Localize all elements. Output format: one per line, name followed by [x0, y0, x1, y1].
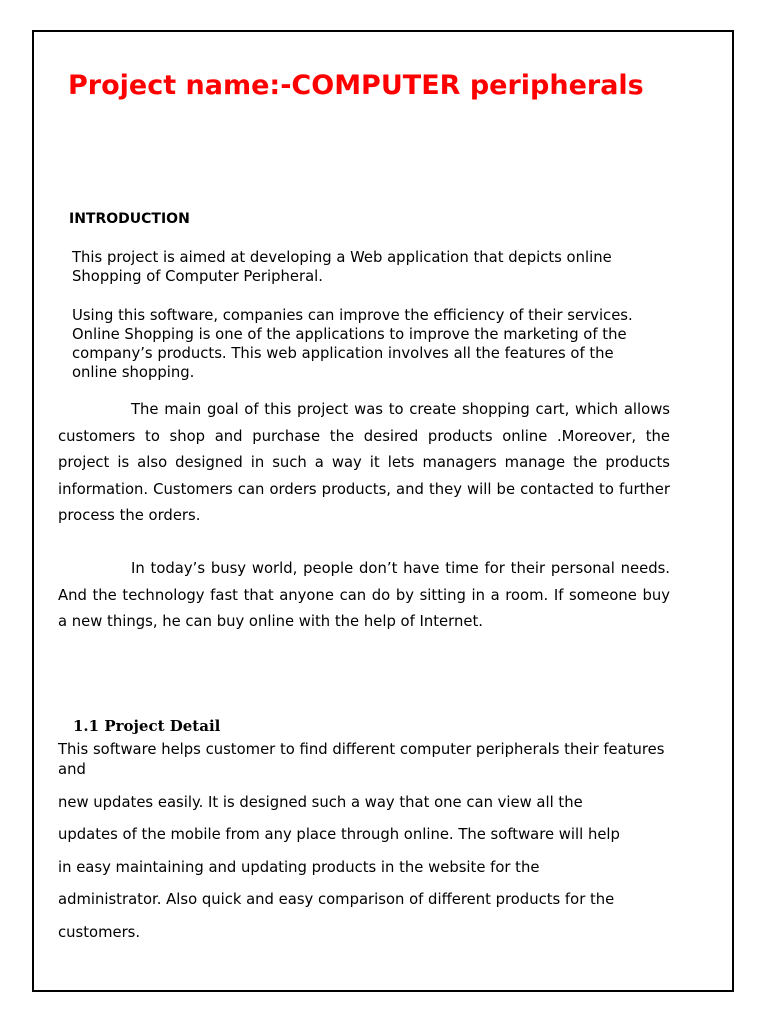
- introduction-heading: INTRODUCTION: [69, 211, 190, 227]
- project-detail-line-4: updates of the mobile from any place through online. The software will help: [58, 826, 620, 843]
- intro-paragraph-2-line-3: company’s products. This web application involves all the features of the: [72, 345, 614, 362]
- intro-paragraph-1-line-1: This project is aimed at developing a Web application that depicts online: [72, 249, 612, 266]
- intro-paragraph-2: [72, 306, 633, 382]
- project-detail-line-2: and: [58, 761, 86, 778]
- intro-paragraph-2-line-2: Online Shopping is one of the applications to improve the marketing of the: [72, 326, 627, 343]
- intro-paragraph-1: [72, 248, 612, 286]
- goal-paragraph: The main goal of this project was to create shopping cart, which allows customers to shop and purchase the desired products online .Moreover, the project is also designed in such a way it lets managers manage the products information. Customers can orders products, and they will be contacted to further process the orders.: [58, 401, 670, 524]
- project-detail-line-1: This software helps customer to find different computer peripherals their features: [58, 741, 665, 758]
- busy-world-paragraph: In today’s busy world, people don’t have time for their personal needs. And the technology fast that anyone can do by sitting in a room. If someone buy a new things, he can buy online with the help of Internet.: [58, 560, 670, 630]
- intro-paragraph-2-line-1: Using this software, companies can improve the efficiency of their services.: [72, 307, 633, 324]
- project-detail-heading: 1.1 Project Detail: [73, 717, 221, 735]
- project-detail-line-3: new updates easily. It is designed such a way that one can view all the: [58, 794, 583, 811]
- project-detail-line-5: in easy maintaining and updating products in the website for the: [58, 859, 540, 876]
- project-detail-line-6: administrator. Also quick and easy comparison of different products for the: [58, 891, 615, 908]
- intro-paragraph-1-line-2: Shopping of Computer Peripheral.: [72, 268, 323, 285]
- document-title: Project name:-COMPUTER peripherals: [68, 70, 644, 101]
- intro-paragraph-2-line-4: online shopping.: [72, 364, 195, 381]
- project-detail-line-7: customers.: [58, 924, 141, 941]
